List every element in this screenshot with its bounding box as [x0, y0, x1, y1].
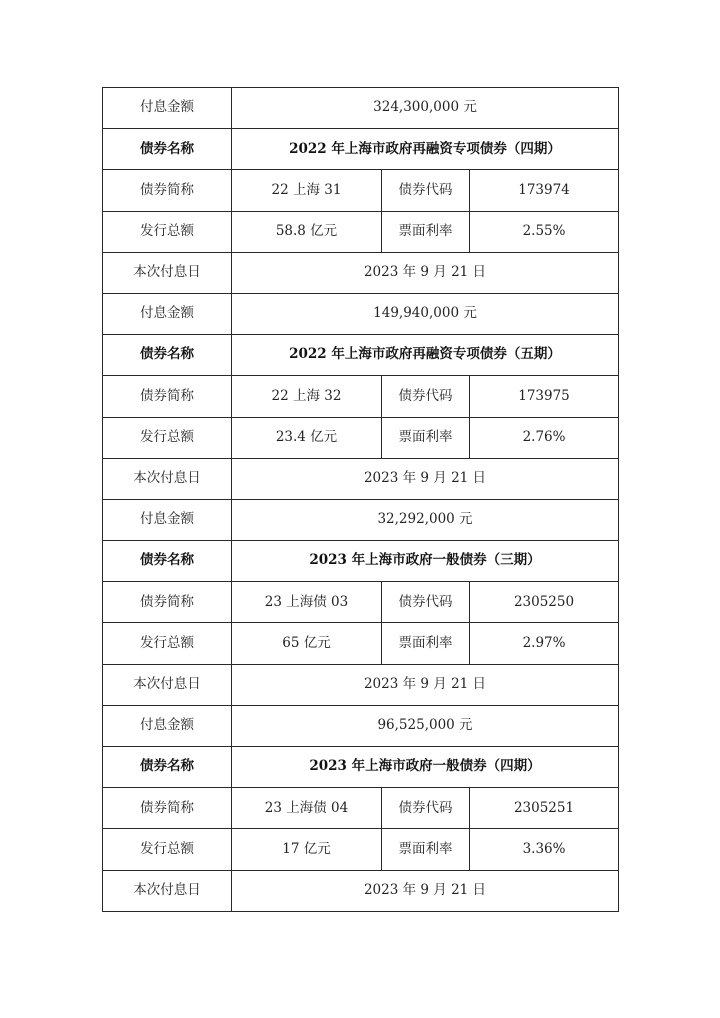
table-row	[103, 870, 619, 911]
field-label: 发行总额	[103, 623, 232, 664]
bond-name-row	[103, 541, 619, 582]
field-value: 65 亿元	[232, 623, 382, 664]
field-value: 22 上海 31	[232, 170, 382, 211]
field-label: 发行总额	[103, 211, 232, 252]
table-row	[103, 170, 619, 211]
bond-table-body	[103, 88, 619, 912]
field-value: 2023 年 9 月 21 日	[232, 458, 619, 499]
field-value: 23.4 亿元	[232, 417, 382, 458]
table-row	[103, 788, 619, 829]
table-row	[103, 582, 619, 623]
field-label: 本次付息日	[103, 870, 232, 911]
field-value: 173974	[470, 170, 619, 211]
field-value: 2.76%	[470, 417, 619, 458]
field-label: 债券代码	[382, 376, 470, 417]
field-value: 22 上海 32	[232, 376, 382, 417]
field-label: 本次付息日	[103, 252, 232, 293]
table-row	[103, 458, 619, 499]
field-label: 债券简称	[103, 582, 232, 623]
field-value: 23 上海债 04	[232, 788, 382, 829]
field-value: 96,525,000 元	[232, 705, 619, 746]
bond-info-table	[102, 87, 619, 912]
field-value: 2023 年 9 月 21 日	[232, 870, 619, 911]
field-value: 173975	[470, 376, 619, 417]
field-value: 17 亿元	[232, 829, 382, 870]
field-label: 付息金额	[103, 293, 232, 334]
field-label: 本次付息日	[103, 458, 232, 499]
table-row	[103, 293, 619, 334]
bond-name-label: 债券名称	[103, 335, 232, 376]
field-label: 票面利率	[382, 211, 470, 252]
field-value: 149,940,000 元	[232, 293, 619, 334]
table-row	[103, 664, 619, 705]
field-value: 2305251	[470, 788, 619, 829]
field-label: 债券代码	[382, 170, 470, 211]
bond-name-row	[103, 129, 619, 170]
bond-name-value: 2022 年上海市政府再融资专项债券（四期）	[232, 129, 619, 170]
field-label: 债券简称	[103, 788, 232, 829]
table-row	[103, 623, 619, 664]
field-value: 2305250	[470, 582, 619, 623]
bond-name-label: 债券名称	[103, 747, 232, 788]
table-row	[103, 252, 619, 293]
field-label: 本次付息日	[103, 664, 232, 705]
field-value: 3.36%	[470, 829, 619, 870]
field-label: 票面利率	[382, 623, 470, 664]
bond-name-value: 2022 年上海市政府再融资专项债券（五期）	[232, 335, 619, 376]
bond-name-row	[103, 747, 619, 788]
field-label: 债券代码	[382, 788, 470, 829]
field-label: 付息金额	[103, 499, 232, 540]
field-label: 付息金额	[103, 88, 232, 129]
field-label: 票面利率	[382, 829, 470, 870]
table-row	[103, 376, 619, 417]
field-value: 2023 年 9 月 21 日	[232, 252, 619, 293]
field-value: 2.55%	[470, 211, 619, 252]
field-label: 债券简称	[103, 376, 232, 417]
field-value: 324,300,000 元	[232, 88, 619, 129]
bond-name-row	[103, 335, 619, 376]
field-label: 发行总额	[103, 417, 232, 458]
field-value: 2023 年 9 月 21 日	[232, 664, 619, 705]
field-label: 债券代码	[382, 582, 470, 623]
field-value: 2.97%	[470, 623, 619, 664]
table-row	[103, 499, 619, 540]
field-label: 付息金额	[103, 705, 232, 746]
bond-name-label: 债券名称	[103, 541, 232, 582]
table-row	[103, 211, 619, 252]
bond-name-label: 债券名称	[103, 129, 232, 170]
field-value: 23 上海债 03	[232, 582, 382, 623]
bond-name-value: 2023 年上海市政府一般债券（四期）	[232, 747, 619, 788]
field-value: 32,292,000 元	[232, 499, 619, 540]
bond-name-value: 2023 年上海市政府一般债券（三期）	[232, 541, 619, 582]
table-row	[103, 829, 619, 870]
field-label: 债券简称	[103, 170, 232, 211]
field-label: 票面利率	[382, 417, 470, 458]
table-row	[103, 705, 619, 746]
field-label: 发行总额	[103, 829, 232, 870]
table-row	[103, 417, 619, 458]
table-row	[103, 88, 619, 129]
field-value: 58.8 亿元	[232, 211, 382, 252]
